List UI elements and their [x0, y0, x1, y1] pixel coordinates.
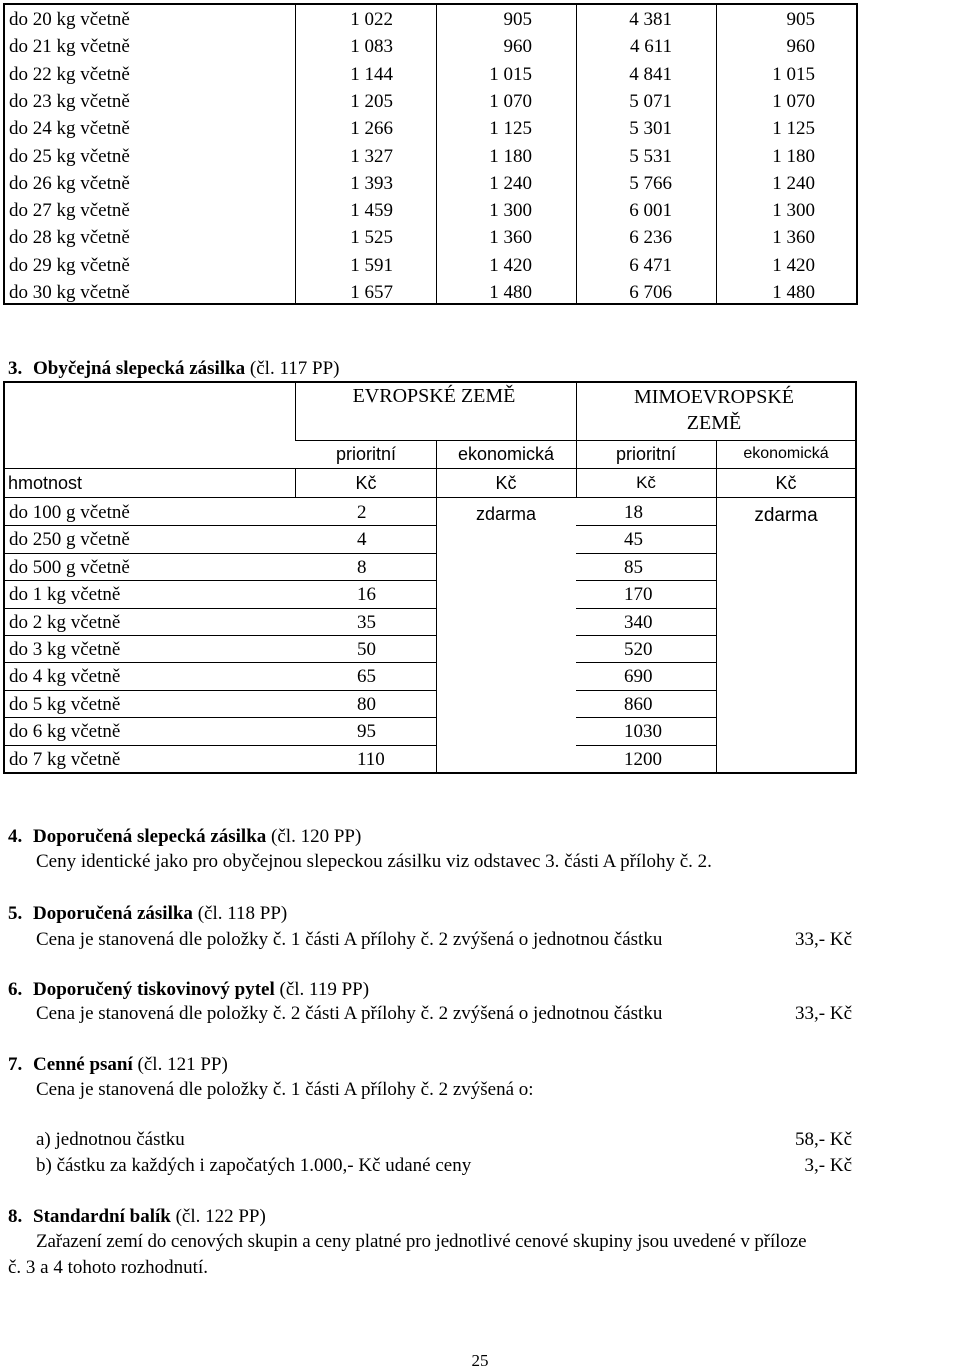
table1-row	[0, 224, 960, 251]
table1-value-cell: 1 525	[350, 227, 393, 249]
table1-value-cell: 1 070	[489, 90, 532, 112]
table2-weight-cell: do 100 g včetně	[9, 502, 130, 523]
section4-text: Ceny identické jako pro obyčejnou slepeckou zásilku viz odstavec 3. části A přílohy č. 2.	[36, 851, 712, 872]
table1-value-cell: 1 300	[772, 200, 815, 222]
section5-number: 5.	[8, 903, 23, 924]
section8-text-line1: Zařazení zemí do cenových skupin a ceny platné pro jednotlivé cenové skupiny jsou uvedené v příloze	[36, 1231, 807, 1252]
table1-row	[0, 252, 960, 279]
table2-weight-cell: do 500 g včetně	[9, 557, 130, 578]
table1-row	[0, 88, 960, 115]
section7-title: Cenné psaní	[33, 1054, 133, 1075]
section5-ref: (čl. 118 PP)	[197, 903, 288, 924]
table1-value-cell: 1 420	[772, 254, 815, 276]
currency-4: Kč	[775, 473, 797, 493]
table2-row	[0, 526, 960, 553]
table2-row-rule	[3, 468, 855, 469]
sub-economy-non: ekonomická	[743, 445, 829, 462]
table1-value-cell: 1 180	[772, 145, 815, 167]
table2-row-rule	[436, 468, 437, 497]
table1-value-cell: 1 327	[350, 145, 393, 167]
page-number: 25	[471, 1351, 489, 1370]
table1-row	[0, 33, 960, 60]
table2-non-eu-priority-cell: 340	[624, 612, 653, 633]
table1-weight-cell: do 20 kg včetně	[9, 9, 130, 30]
table2-non-eu-priority-cell: 18	[624, 502, 643, 523]
table1-value-cell: 1 240	[772, 172, 815, 194]
table1-value-cell: 1 393	[350, 172, 393, 194]
table2-header-rule	[295, 381, 296, 441]
table1-value-cell: 1 480	[489, 282, 532, 303]
table2-eu-priority-cell: 110	[357, 749, 385, 770]
table1-row	[0, 279, 960, 306]
table2-row	[0, 663, 960, 690]
table2-row	[0, 636, 960, 663]
table2-row	[0, 581, 960, 608]
section4-title: Doporučená slepecká zásilka	[33, 826, 267, 847]
table1-weight-cell: do 21 kg včetně	[9, 36, 130, 58]
table2-weight-cell: do 1 kg včetně	[9, 584, 121, 605]
section5-amount: 33,- Kč	[795, 929, 852, 950]
table1-value-cell: 1 015	[772, 63, 815, 85]
table1-value-cell: 1 480	[772, 282, 815, 303]
sub-priority-eu: prioritní	[335, 444, 397, 464]
table2-row	[0, 691, 960, 718]
table1-value-cell: 1 144	[350, 63, 393, 85]
table2-row	[0, 718, 960, 745]
free-eu-economy: zdarma	[475, 504, 537, 524]
table1-value-cell: 5 766	[629, 172, 672, 194]
section7-ref: (čl. 121 PP)	[137, 1054, 228, 1075]
table2-row-rule	[295, 468, 296, 497]
section5-text: Cena je stanovená dle položky č. 1 části A přílohy č. 2 zvýšená o jednotnou částku	[36, 929, 663, 950]
table1-value-cell: 1 360	[772, 227, 815, 249]
header-non-europe-line1: MIMOEVROPSKÉ	[633, 386, 795, 408]
table1-row	[0, 6, 960, 33]
header-non-europe-line2: ZEMĚ	[686, 412, 742, 434]
currency-3: Kč	[636, 473, 656, 492]
table1-value-cell: 1 180	[489, 145, 532, 167]
table2-row	[0, 554, 960, 581]
table2-weight-cell: do 250 g včetně	[9, 529, 130, 550]
table2-non-eu-priority-cell: 1200	[624, 749, 662, 770]
section8-title: Standardní balík	[33, 1206, 171, 1227]
table1-value-cell: 960	[786, 36, 815, 58]
section7-text: Cena je stanovená dle položky č. 1 části A přílohy č. 2 zvýšená o:	[36, 1079, 534, 1100]
section6-text: Cena je stanovená dle položky č. 2 části A přílohy č. 2 zvýšená o jednotnou částku	[36, 1003, 663, 1024]
table1-row	[0, 61, 960, 88]
table1-value-cell: 4 611	[629, 36, 672, 58]
section6-amount: 33,- Kč	[795, 1003, 852, 1024]
table2-eu-priority-cell: 50	[357, 639, 376, 660]
table2-non-eu-priority-cell: 690	[624, 666, 653, 687]
sub-economy-eu: ekonomická	[457, 444, 555, 464]
table2-eu-priority-cell: 65	[357, 666, 376, 687]
table1-value-cell: 5 301	[629, 118, 672, 140]
table2-eu-priority-cell: 35	[357, 612, 376, 633]
table1-value-cell: 1 300	[489, 200, 532, 222]
table2-border-top	[3, 381, 855, 383]
table1-value-cell: 6 706	[629, 282, 672, 303]
table2-subheader-rule	[716, 440, 717, 469]
section7-amount-b: 3,- Kč	[804, 1155, 852, 1176]
table2-row-rule	[716, 468, 717, 497]
table1-value-cell: 1 657	[350, 282, 393, 303]
table1-weight-cell: do 27 kg včetně	[9, 200, 130, 222]
section3-number: 3.	[8, 358, 23, 379]
table1-value-cell: 905	[503, 9, 532, 30]
section6-heading	[8, 978, 369, 1002]
table1-value-cell: 1 266	[350, 118, 393, 140]
table1-row	[0, 115, 960, 142]
table2-eu-priority-cell: 4	[357, 529, 367, 550]
table2-weight-cell: do 6 kg včetně	[9, 721, 121, 742]
section5-title: Doporučená zásilka	[33, 903, 193, 924]
table1-value-cell: 5 531	[629, 145, 672, 167]
table1-value-cell: 6 001	[629, 200, 672, 222]
table2-eu-priority-cell: 8	[357, 557, 367, 578]
table1-value-cell: 1 083	[350, 36, 393, 58]
table1-value-cell: 1 070	[772, 90, 815, 112]
table2-weight-cell: do 4 kg včetně	[9, 666, 121, 687]
currency-2: Kč	[495, 473, 517, 493]
section6-number: 6.	[8, 979, 23, 1000]
section3-ref: (čl. 117 PP)	[249, 358, 340, 379]
table2-weight-cell: do 3 kg včetně	[9, 639, 121, 660]
table2-non-eu-priority-cell: 170	[624, 584, 653, 605]
table1-value-cell: 1 022	[350, 9, 393, 30]
section5-heading	[8, 902, 287, 926]
table1-value-cell: 1 420	[489, 254, 532, 276]
table1-weight-cell: do 30 kg včetně	[9, 282, 130, 303]
weight-header: hmotnost	[8, 473, 83, 493]
table1-value-cell: 1 125	[772, 118, 815, 140]
table1-weight-cell: do 25 kg včetně	[9, 145, 130, 167]
table1-value-cell: 1 015	[489, 63, 532, 85]
table1-weight-cell: do 26 kg včetně	[9, 172, 130, 194]
table2-subheader-rule	[436, 440, 437, 469]
table1-weight-cell: do 23 kg včetně	[9, 90, 130, 112]
table2-row	[0, 499, 960, 526]
section8-ref: (čl. 122 PP)	[175, 1206, 266, 1227]
table2-eu-priority-cell: 95	[357, 721, 376, 742]
table1-value-cell: 4 841	[629, 63, 672, 85]
section8-heading	[8, 1205, 266, 1229]
table2-non-eu-priority-cell: 520	[624, 639, 653, 660]
table1-weight-cell: do 29 kg včetně	[9, 254, 130, 276]
table1-value-cell: 6 471	[629, 254, 672, 276]
table2-eu-priority-cell: 80	[357, 694, 376, 715]
table2-eu-priority-cell: 2	[357, 502, 367, 523]
table2-non-eu-priority-cell: 860	[624, 694, 653, 715]
table2-non-eu-priority-cell: 1030	[624, 721, 662, 742]
section8-text-line2: č. 3 a 4 tohoto rozhodnutí.	[8, 1257, 208, 1278]
table1-value-cell: 905	[786, 9, 815, 30]
section7-amount-a: 58,- Kč	[795, 1129, 852, 1150]
table2-weight-cell: do 5 kg včetně	[9, 694, 121, 715]
table1-weight-cell: do 28 kg včetně	[9, 227, 130, 249]
section4-number: 4.	[8, 826, 23, 847]
table1-value-cell: 6 236	[629, 227, 672, 249]
section4-ref: (čl. 120 PP)	[271, 826, 362, 847]
table1-weight-cell: do 24 kg včetně	[9, 118, 130, 140]
section7-heading	[8, 1053, 228, 1077]
section3-title: Obyčejná slepecká zásilka	[33, 358, 246, 379]
table1-row	[0, 197, 960, 224]
section7-number: 7.	[8, 1054, 23, 1075]
table1-weight-cell: do 22 kg včetně	[9, 63, 130, 85]
currency-1: Kč	[355, 473, 377, 493]
table2-row-rule	[3, 497, 855, 498]
table2-non-eu-priority-cell: 45	[624, 529, 643, 550]
table2-row	[0, 609, 960, 636]
table1-value-cell: 4 381	[629, 9, 672, 30]
table2-row-rule	[576, 468, 577, 497]
section3-heading	[8, 357, 339, 381]
section6-ref: (čl. 119 PP)	[279, 979, 370, 1000]
table2-header-rule	[576, 381, 577, 469]
table1-value-cell: 1 125	[489, 118, 532, 140]
table1-row	[0, 143, 960, 170]
table2-non-eu-priority-cell: 85	[624, 557, 643, 578]
section7-item-b: b) částku za každých i započatých 1.000,- Kč udané ceny	[36, 1155, 472, 1176]
section7-item-a: a) jednotnou částku	[36, 1129, 185, 1150]
table1-value-cell: 1 360	[489, 227, 532, 249]
section8-number: 8.	[8, 1206, 23, 1227]
table1-value-cell: 1 591	[350, 254, 393, 276]
table2-subheader-rule	[295, 440, 855, 441]
sub-priority-non: prioritní	[615, 444, 677, 464]
table1-value-cell: 1 205	[350, 90, 393, 112]
table2-eu-priority-cell: 16	[357, 584, 376, 605]
free-non-economy: zdarma	[754, 505, 818, 526]
table1-value-cell: 1 240	[489, 172, 532, 194]
section4-heading	[8, 825, 361, 849]
table1-value-cell: 5 071	[629, 90, 672, 112]
header-europe: EVROPSKÉ ZEMĚ	[352, 385, 516, 407]
section6-title: Doporučený tiskovinový pytel	[33, 979, 275, 1000]
table2-weight-cell: do 7 kg včetně	[9, 749, 121, 770]
table1-border-top	[3, 3, 856, 5]
table2-weight-cell: do 2 kg včetně	[9, 612, 121, 633]
table2-row	[0, 746, 960, 773]
table1-value-cell: 1 459	[350, 200, 393, 222]
table1-value-cell: 960	[503, 36, 532, 58]
table1-row	[0, 170, 960, 197]
